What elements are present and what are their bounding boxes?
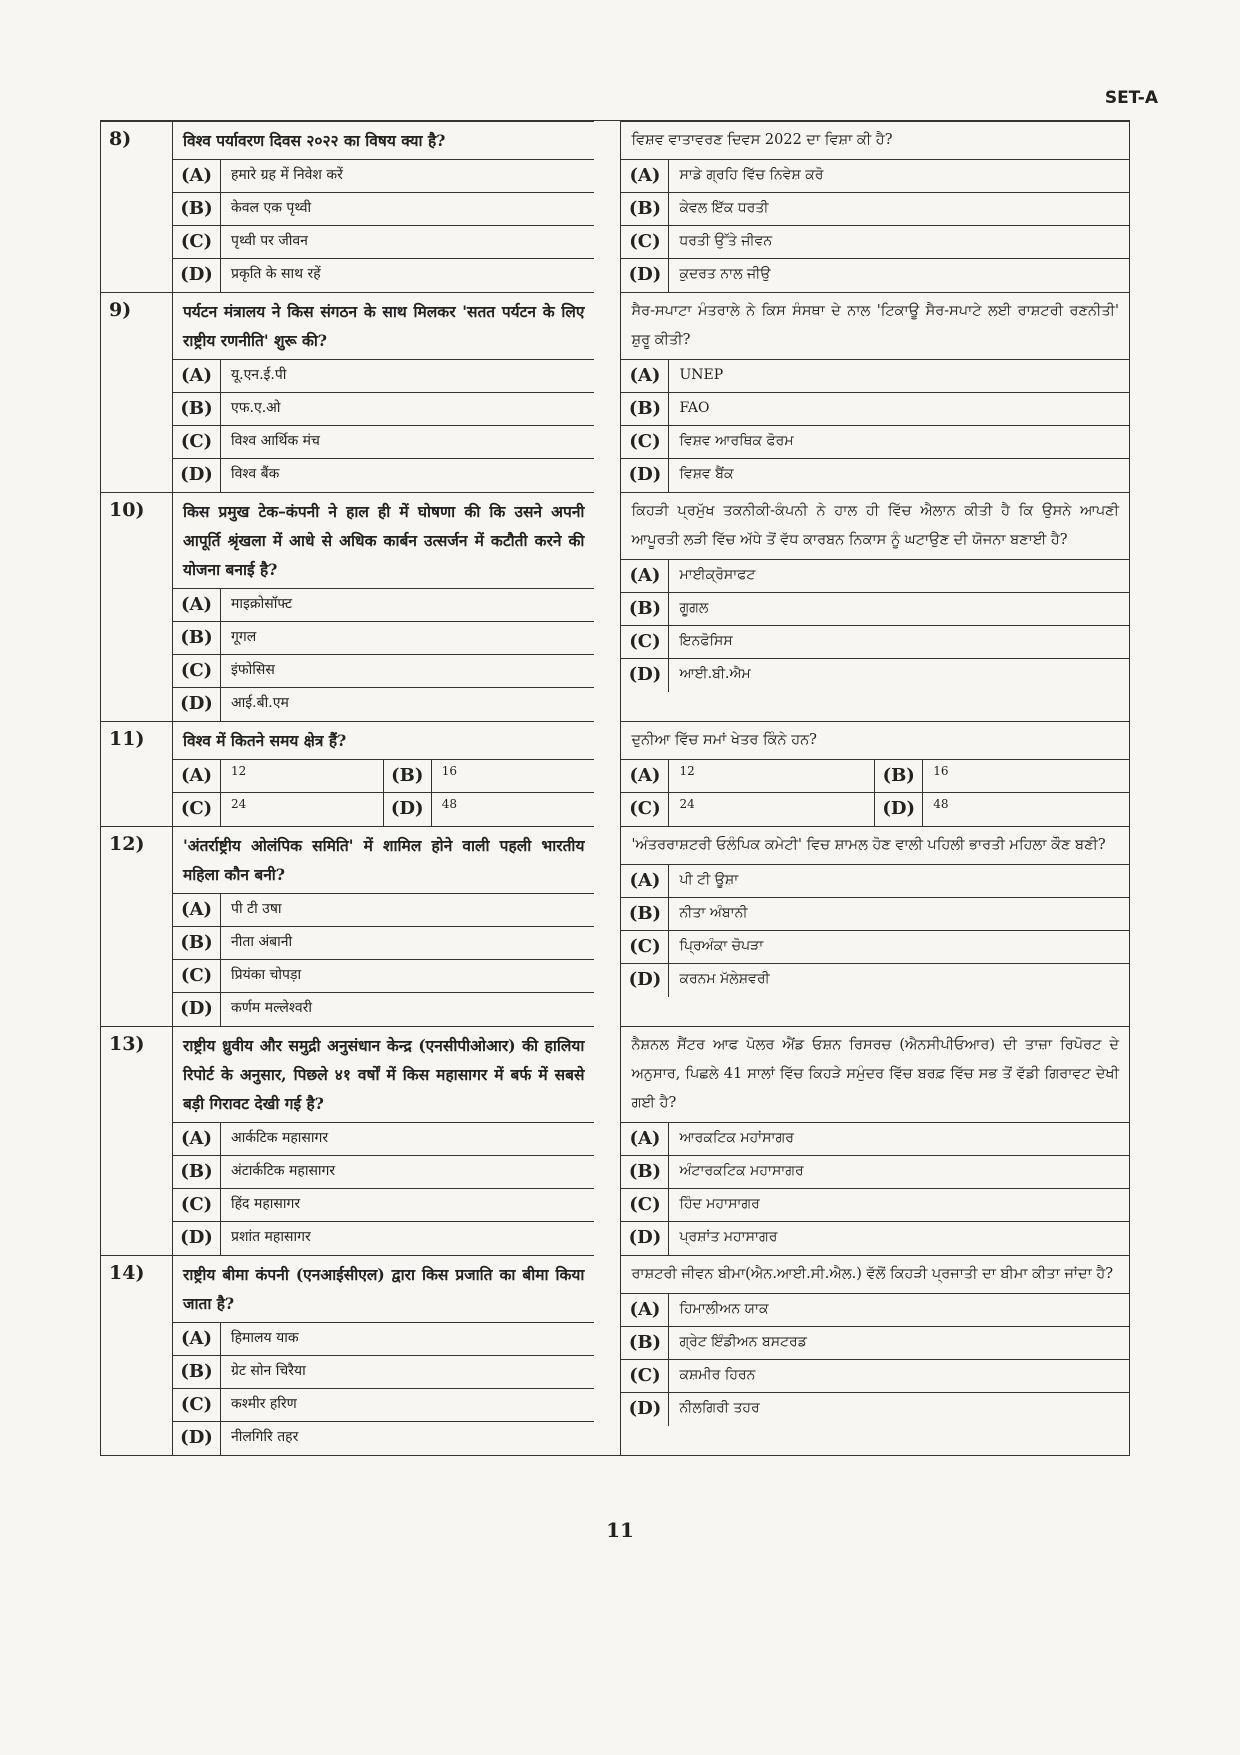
option-letter: (B)	[621, 898, 669, 930]
option-letter: (C)	[173, 655, 221, 687]
option-row	[173, 894, 594, 927]
question-table	[100, 120, 1130, 1456]
option-row	[173, 193, 594, 226]
option-text: प्रियंका चोपड़ा	[231, 967, 302, 983]
punjabi-column	[620, 1255, 1129, 1455]
option-text: प्रशांत महासागर	[231, 1229, 311, 1245]
option-letter: (A)	[173, 160, 221, 192]
option-row	[173, 1156, 594, 1189]
option-text: प्रकृति के साथ रहें	[231, 266, 321, 282]
option-letter: (C)	[621, 1189, 669, 1221]
option-text: ਨੀਲਗਿਰੀ ਤਹਰ	[679, 1400, 760, 1416]
option-row	[621, 760, 1129, 793]
option-letter: (C)	[173, 1189, 221, 1221]
punjabi-column	[620, 1026, 1129, 1255]
option-text: विश्व बैंक	[231, 466, 280, 482]
option-letter: (D)	[621, 259, 669, 292]
option-text: ਗੂਗਲ	[679, 600, 709, 616]
option-text: हिमालय याक	[231, 1330, 299, 1346]
option-text: ਕੇਵਲ ਇੱਕ ਧਰਤੀ	[679, 200, 769, 216]
option-row	[621, 1327, 1129, 1360]
option-letter: (C)	[173, 426, 221, 458]
option-letter: (B)	[173, 193, 221, 225]
option-row	[173, 426, 594, 459]
option-letter: (C)	[173, 226, 221, 258]
option-text: ਮਾਈਕ੍ਰੋਸਾਫਟ	[679, 567, 756, 583]
option-row	[173, 1422, 594, 1455]
option-letter: (B)	[621, 1327, 669, 1359]
option-letter: (D)	[621, 659, 669, 692]
option-row	[621, 626, 1129, 659]
option-letter: (A)	[173, 360, 221, 392]
option-row	[173, 226, 594, 259]
option-letter: (A)	[621, 865, 669, 897]
option-letter: (D)	[173, 1422, 221, 1455]
option-text: ਵਿਸ਼ਵ ਆਰਥਿਕ ਫੋਰਮ	[679, 433, 794, 449]
option-letter: (D)	[173, 688, 221, 721]
option-letter: (C)	[173, 793, 221, 826]
punjabi-column	[620, 826, 1129, 1026]
question-text-punjabi: 'ਅੰਤਰਰਾਸ਼ਟਰੀ ਓਲੰਪਿਕ ਕਮੇਟੀ' ਵਿਚ ਸ਼ਾਮਲ ਹੋਣ ਵਾਲੀ ਪਹਿਲੀ ਭਾਰਤੀ ਮਹਿਲਾ ਕੌਣ ਬਣੀ?	[621, 827, 1129, 865]
option-letter: (A)	[621, 160, 669, 192]
option-text: 16	[441, 764, 457, 778]
question-text-hindi: किस प्रमुख टेक–कंपनी ने हाल ही में घोषणा की कि उसने अपनी आपूर्ति श्रृंखला में आधे से अधिक कार्बन उत्सर्जन में कटौती करने की योजना बनाई है?	[173, 493, 594, 589]
option-row	[173, 1189, 594, 1222]
option-letter: (B)	[621, 593, 669, 625]
option-row	[621, 426, 1129, 459]
hindi-column	[101, 1255, 594, 1455]
option-row	[621, 560, 1129, 593]
option-letter: (A)	[621, 1294, 669, 1326]
hindi-column	[101, 826, 594, 1026]
question-text-punjabi: ਨੈਸ਼ਨਲ ਸੈਂਟਰ ਆਫ ਪੋਲਰ ਐਂਡ ਓਸ਼ਨ ਰਿਸਰਚ (ਐਨਸੀਪੀਓਆਰ) ਦੀ ਤਾਜ਼ਾ ਰਿਪੋਰਟ ਦੇ ਅਨੁਸਾਰ, ਪਿਛਲੇ 41 ਸਾਲਾਂ ਵਿੱਚ ਕਿਹੜੇ ਸਮੁੰਦਰ ਵਿੱਚ ਬਰਫ਼ ਵਿੱਚ ਸਭ ਤੋਂ ਵੱਡੀ ਗਿਰਾਵਟ ਦੇਖੀ ਗਈ ਹੈ?	[621, 1027, 1129, 1123]
option-row	[173, 993, 594, 1026]
question-block	[100, 1255, 1130, 1456]
option-text: ਹਿਮਾਲੀਅਨ ਯਾਕ	[679, 1301, 769, 1317]
option-text: अंटार्कटिक महासागर	[231, 1163, 336, 1179]
option-row	[621, 1360, 1129, 1393]
option-text: 48	[933, 797, 949, 811]
option-text: हमारे ग्रह में निवेश करें	[231, 167, 343, 183]
option-row	[173, 589, 594, 622]
option-text: 24	[669, 793, 875, 826]
option-row	[621, 659, 1129, 692]
question-text-hindi: राष्ट्रीय ध्रुवीय और समुद्री अनुसंधान केन्द्र (एनसीपीओआर) की हालिया रिपोर्ट के अनुसार, पिछले ४१ वर्षों में किस महासागर में बर्फ में सबसे बड़ी गिरावट देखी गई है?	[173, 1027, 594, 1123]
option-letter: (D)	[173, 459, 221, 492]
option-row	[173, 760, 594, 793]
question-number: 14)	[101, 1256, 173, 1455]
option-letter: (D)	[621, 1222, 669, 1255]
question-text-hindi: विश्व पर्यावरण दिवस २०२२ का विषय क्या है?	[173, 122, 594, 160]
option-letter: (D)	[384, 793, 432, 826]
question-text-punjabi: ਦੁਨੀਆ ਵਿੱਚ ਸਮਾਂ ਖੇਤਰ ਕਿੰਨੇ ਹਨ?	[621, 722, 1129, 760]
option-letter: (C)	[621, 226, 669, 258]
question-block	[100, 120, 1130, 292]
option-letter: (B)	[173, 1156, 221, 1188]
option-letter: (B)	[173, 622, 221, 654]
question-text-punjabi: ਰਾਸ਼ਟਰੀ ਜੀਵਨ ਬੀਮਾ(ਐਨ.ਆਈ.ਸੀ.ਐਲ.) ਵੱਲੋਂ ਕਿਹੜੀ ਪ੍ਰਜਾਤੀ ਦਾ ਬੀਮਾ ਕੀਤਾ ਜਾਂਦਾ ਹੈ?	[621, 1256, 1129, 1294]
option-row	[621, 964, 1129, 997]
option-letter: (B)	[875, 760, 923, 792]
hindi-column	[101, 492, 594, 721]
option-row	[173, 688, 594, 721]
option-row	[173, 1356, 594, 1389]
option-letter: (B)	[621, 193, 669, 225]
option-row	[621, 360, 1129, 393]
option-text: केवल एक पृथ्वी	[231, 200, 312, 216]
question-block	[100, 492, 1130, 721]
question-number: 9)	[101, 293, 173, 492]
option-row	[173, 259, 594, 292]
option-letter: (A)	[621, 1123, 669, 1155]
option-row	[621, 1123, 1129, 1156]
option-text: नीता अंबानी	[231, 934, 293, 950]
question-text-hindi: राष्ट्रीय बीमा कंपनी (एनआईसीएल) द्वारा किस प्रजाति का बीमा किया जाता है?	[173, 1256, 594, 1323]
punjabi-column	[620, 292, 1129, 492]
option-row	[173, 160, 594, 193]
option-letter: (A)	[173, 1323, 221, 1355]
option-letter: (A)	[173, 589, 221, 621]
option-row	[621, 931, 1129, 964]
hindi-column	[101, 292, 594, 492]
hindi-column	[101, 1026, 594, 1255]
option-text: ਗ੍ਰੇਟ ਇੰਡੀਅਨ ਬਸਟਰਡ	[679, 1334, 807, 1350]
option-row	[621, 1189, 1129, 1222]
question-text-punjabi: ਸੈਰ-ਸਪਾਟਾ ਮੰਤਰਾਲੇ ਨੇ ਕਿਸ ਸੰਸਥਾ ਦੇ ਨਾਲ 'ਟਿਕਾਊ ਸੈਰ-ਸਪਾਟੇ ਲਈ ਰਾਸ਼ਟਰੀ ਰਣਨੀਤੀ' ਸ਼ੁਰੂ ਕੀਤੀ?	[621, 293, 1129, 360]
option-text: कश्मीर हरिण	[231, 1396, 297, 1412]
option-row	[173, 655, 594, 688]
question-number: 10)	[101, 493, 173, 721]
option-text: विश्व आर्थिक मंच	[231, 433, 320, 449]
option-letter: (D)	[173, 259, 221, 292]
option-letter: (A)	[173, 760, 221, 792]
option-letter: (B)	[621, 393, 669, 425]
option-row	[173, 622, 594, 655]
question-block	[100, 826, 1130, 1026]
option-letter: (D)	[621, 459, 669, 492]
option-text: यू.एन.ई.पी	[231, 367, 287, 383]
question-text-hindi: विश्व में कितने समय क्षेत्र हैं?	[173, 722, 594, 760]
option-text: आई.बी.एम	[231, 695, 289, 711]
option-text: एफ.ए.ओ	[231, 400, 281, 416]
question-text-punjabi: ਵਿਸ਼ਵ ਵਾਤਾਵਰਣ ਦਿਵਸ 2022 ਦਾ ਵਿਸ਼ਾ ਕੀ ਹੈ?	[621, 122, 1129, 160]
option-row	[173, 927, 594, 960]
option-text: 12	[221, 760, 384, 792]
question-block	[100, 1026, 1130, 1255]
option-row	[621, 1393, 1129, 1426]
option-text: आर्कटिक महासागर	[231, 1130, 329, 1146]
option-row	[173, 1389, 594, 1422]
option-text: ਪ੍ਰਸ਼ਾਂਤ ਮਹਾਸਾਗਰ	[679, 1229, 778, 1245]
option-text: ਹਿੰਦ ਮਹਾਸਾਗਰ	[679, 1196, 760, 1212]
option-letter: (B)	[173, 393, 221, 425]
option-letter: (C)	[621, 931, 669, 963]
option-row	[173, 1222, 594, 1255]
option-text: ਧਰਤੀ ਉੱਤੇ ਜੀਵਨ	[679, 233, 773, 249]
option-text: नीलगिरि तहर	[231, 1429, 299, 1445]
option-row	[621, 593, 1129, 626]
question-block	[100, 721, 1130, 826]
option-text: ਨੀਤਾ ਅੰਬਾਨੀ	[679, 905, 748, 921]
option-text: पी टी उषा	[231, 901, 282, 917]
option-text: ਪ੍ਰਿਅੰਕਾ ਚੋਪੜਾ	[679, 938, 764, 954]
option-letter: (B)	[173, 927, 221, 959]
set-label: SET-A	[1104, 88, 1158, 108]
option-text: माइक्रोसॉफ्ट	[231, 596, 293, 612]
option-row	[173, 960, 594, 993]
option-letter: (D)	[173, 1222, 221, 1255]
option-row	[173, 393, 594, 426]
option-letter: (D)	[173, 993, 221, 1026]
option-text: ग्रेट सोन चिरैया	[231, 1363, 306, 1379]
option-row	[173, 1323, 594, 1356]
option-text: 12	[669, 760, 875, 792]
question-block	[100, 292, 1130, 492]
option-text: ਕੁਦਰਤ ਨਾਲ ਜੀਉ	[679, 266, 771, 282]
option-row	[621, 160, 1129, 193]
option-row	[621, 1294, 1129, 1327]
option-text: इंफोसिस	[231, 662, 275, 678]
option-letter: (A)	[173, 894, 221, 926]
option-text: ਸਾਡੇ ਗ੍ਰਹਿ ਵਿੱਚ ਨਿਵੇਸ਼ ਕਰੋ	[679, 167, 824, 183]
option-letter: (C)	[621, 1360, 669, 1392]
question-number: 12)	[101, 827, 173, 1026]
option-row	[621, 793, 1129, 826]
question-number: 13)	[101, 1027, 173, 1255]
question-text-hindi: पर्यटन मंत्रालय ने किस संगठन के साथ मिलकर 'सतत पर्यटन के लिए राष्ट्रीय रणनीति' शुरू की?	[173, 293, 594, 360]
page-number: 11	[606, 1518, 634, 1542]
option-text: 24	[221, 793, 384, 826]
hindi-column	[101, 721, 594, 826]
option-text: ਕਰਨਮ ਮੱਲੇਸ਼ਵਰੀ	[679, 971, 770, 987]
option-letter: (C)	[173, 1389, 221, 1421]
option-letter: (B)	[384, 760, 432, 792]
option-letter: (D)	[621, 964, 669, 997]
option-row	[173, 793, 594, 826]
punjabi-column	[620, 721, 1129, 826]
option-text: पृथ्वी पर जीवन	[231, 233, 308, 249]
option-row	[173, 360, 594, 393]
option-row	[173, 1123, 594, 1156]
option-row	[173, 459, 594, 492]
option-row	[621, 193, 1129, 226]
option-text: 48	[441, 797, 457, 811]
option-row	[621, 865, 1129, 898]
option-text: ਕਸ਼ਮੀਰ ਹਿਰਨ	[679, 1367, 756, 1383]
option-text: हिंद महासागर	[231, 1196, 301, 1212]
option-row	[621, 898, 1129, 931]
option-text: ਵਿਸ਼ਵ ਬੈਂਕ	[679, 466, 734, 482]
option-row	[621, 1222, 1129, 1255]
option-text: कर्णम मल्लेश्वरी	[231, 1000, 312, 1016]
question-text-punjabi: ਕਿਹੜੀ ਪ੍ਰਮੁੱਖ ਤਕਨੀਕੀ-ਕੰਪਨੀ ਨੇ ਹਾਲ ਹੀ ਵਿੱਚ ਐਲਾਨ ਕੀਤੀ ਹੈ ਕਿ ਉਸਨੇ ਆਪਣੀ ਆਪੂਰਤੀ ਲੜੀ ਵਿੱਚ ਅੱਧੇ ਤੋਂ ਵੱਧ ਕਾਰਬਨ ਨਿਕਾਸ ਨੂੰ ਘਟਾਉਣ ਦੀ ਯੋਜਨਾ ਬਣਾਈ ਹੈ?	[621, 493, 1129, 560]
option-text: ਇਨਫੋਸਿਸ	[679, 633, 733, 649]
option-text: गूगल	[231, 629, 257, 645]
option-row	[621, 459, 1129, 492]
option-letter: (B)	[621, 1156, 669, 1188]
question-text-hindi: 'अंतर्राष्ट्रीय ओलंपिक समिति' में शामिल होने वाली पहली भारतीय महिला कौन बनी?	[173, 827, 594, 894]
punjabi-column	[620, 492, 1129, 721]
option-letter: (B)	[173, 1356, 221, 1388]
hindi-column	[101, 121, 594, 292]
option-letter: (D)	[621, 1393, 669, 1426]
option-letter: (A)	[621, 360, 669, 392]
option-text: UNEP	[679, 367, 724, 383]
option-row	[621, 393, 1129, 426]
option-text: FAO	[679, 400, 710, 416]
option-text: ਅੰਟਾਰਕਟਿਕ ਮਹਾਸਾਗਰ	[679, 1163, 804, 1179]
option-letter: (A)	[173, 1123, 221, 1155]
option-text: ਆਰਕਟਿਕ ਮਹਾਂਸਾਗਰ	[679, 1130, 794, 1146]
option-letter: (A)	[621, 560, 669, 592]
option-row	[621, 226, 1129, 259]
option-letter: (D)	[875, 793, 923, 826]
option-letter: (A)	[621, 760, 669, 792]
question-number: 11)	[101, 722, 173, 826]
option-letter: (C)	[173, 960, 221, 992]
option-letter: (C)	[621, 793, 669, 826]
option-row	[621, 1156, 1129, 1189]
option-text: ਆਈ.ਬੀ.ਐਮ	[679, 666, 751, 682]
option-letter: (C)	[621, 426, 669, 458]
option-text: 16	[933, 764, 949, 778]
question-number: 8)	[101, 122, 173, 292]
option-row	[621, 259, 1129, 292]
option-text: ਪੀ ਟੀ ਊਸ਼ਾ	[679, 872, 739, 888]
option-letter: (C)	[621, 626, 669, 658]
punjabi-column	[620, 121, 1129, 292]
